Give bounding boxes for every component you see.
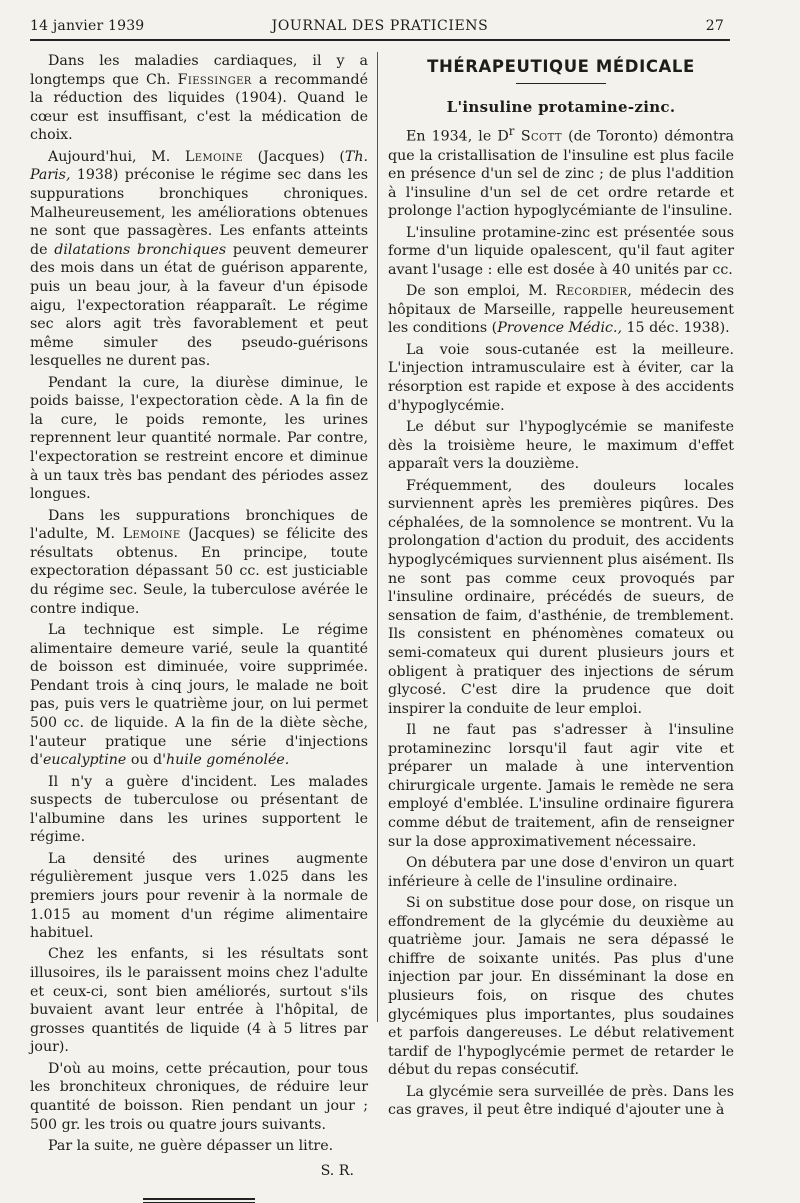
section-title: THÉRAPEUTIQUE MÉDICALE — [427, 57, 695, 76]
end-rule — [143, 1198, 255, 1203]
emphasis: huile goménolée. — [166, 752, 290, 769]
author-name: Lemoine — [122, 526, 181, 543]
citation: Th. Paris, — [30, 148, 368, 184]
author-name: Lemoine — [184, 148, 243, 165]
page-number: 27 — [705, 18, 724, 34]
paragraph: D'où au moins, cette précaution, pour tous les bronchiteux chroniques, de réduire leur quantité de boisson. Rien pendant un jour ; 500 gr. les trois ou quatre jours suivants. — [30, 1060, 368, 1133]
citation: Provence Médic., — [497, 320, 622, 337]
paragraph: Si on substitue dose pour dose, on risque un effondrement de la glycémie du deuxième au quatrième jour. Jamais ne sera dépassé le chiffre de soixante unités. Pas plus d'une injection par jour. En disséminant la dose en plusieurs fois, on risque des chutes glycémiques plus importantes, plus soudaines et parfois dangereuses. Le début relativement tardif de l'hypoglycémie permet de retarder le début du repas consécutif. — [388, 895, 734, 1079]
paragraph: On débutera par une dose d'environ un quart inférieure à celle de l'insuline ordinaire. — [388, 855, 734, 890]
paragraph: La technique est simple. Le régime alimentaire demeure varié, seule la quantité de boisson est diminuée, voire supprimée. Pendant trois à cinq jours, le malade ne boit pas, puis vers le quatrième jour, on lui permet 500 cc. de liquide. A la fin de la diète sèche, l'auteur pratique une série d'injections d'eucalyptine ou d'huile goménolée. — [30, 622, 368, 769]
signature: S. R. — [320, 1162, 354, 1179]
paragraph: Pendant la cure, la diurèse diminue, le poids baisse, l'expectoration cède. A la fin de la cure, le poids remonte, les urines reprennent leur quantité normale. Par contre, l'expectoration se restreint encore et diminue à un taux très bas pendant des périodes assez longues. — [30, 374, 368, 503]
article-title: L'insuline protamine-zinc. — [446, 97, 676, 116]
title-rule — [516, 83, 606, 84]
author-name: Recordier — [555, 283, 628, 300]
paragraph: Chez les enfants, si les résultats sont illusoires, ils le paraissent moins chez l'adulte et ceux-ci, sont bien améliorés, surtout s'ils buvaient avant leur entrée à l'hôpital, de grosses quantités de liquide (4 à 5 litres par jour). — [30, 946, 368, 1056]
paragraph: Par la suite, ne guère dépasser un litre. — [48, 1138, 334, 1155]
paragraph: La voie sous-cutanée est la meilleure. L'injection intramusculaire est à éviter, car la résorption est rapide et expose à des accidents d'hypoglycémie. — [388, 341, 734, 414]
running-header — [30, 16, 730, 38]
paragraph: La glycémie sera surveillée de près. Dans les cas graves, il peut être indiqué d'ajouter une à — [388, 1083, 734, 1119]
emphasis: dilatations bronchiques — [54, 241, 227, 258]
paragraph: Aujourd'hui, M. Lemoine (Jacques) (Th. Paris, 1938) préconise le régime sec dans les suppurations bronchiques chroniques. Malheureusement, les améliorations obtenues ne sont que passagères. Les enfants atteints de dilatations bronchiques peuvent demeurer des mois dans un état de guérison apparente, puis un beau jour, à la faveur d'un épisode aigu, l'expectoration réapparaît. Le régime sec alors agit très favorablement et peut même simuler des pseudo-guérisons lesquelles ne durent pas. — [30, 148, 369, 370]
paragraph: L'insuline protamine-zinc est présentée sous forme d'un liquide opalescent, qu'il faut agiter avant l'usage : elle est dosée à 40 unités par cc. — [388, 224, 734, 278]
paragraph: Il n'y a guère d'incident. Les malades suspects de tuberculose ou présentant de l'albumine dans les urines supportent le régime. — [30, 773, 368, 846]
header-rule — [30, 39, 730, 41]
paragraph: Le début sur l'hypoglycémie se manifeste dès la troisième heure, le maximum d'effet apparaît vers la douzième. — [388, 419, 734, 473]
paragraph: Il ne faut pas s'adresser à l'insuline protaminezinc lorsqu'il faut agir vite et préparer un malade à une intervention chirurgicale urgente. Jamais le remède ne sera employé d'emblée. L'insuline ordinaire figurera comme début de traitement, afin de renseigner sur la dose approximativement nécessaire. — [388, 722, 734, 850]
author-name: Fiessinger — [177, 71, 252, 88]
emphasis: eucalyptine — [42, 752, 127, 769]
author-name: Scott — [514, 128, 562, 145]
issue-date: 14 janvier 1939 — [30, 18, 145, 34]
paragraph: La densité des urines augmente régulièrement jusque vers 1.025 dans les premiers jours pour revenir à la normale de 1.015 au moment d'un régime alimentaire habituel. — [30, 850, 368, 942]
left-column — [30, 52, 368, 1203]
paragraph: Dans les suppurations bronchiques de l'adulte, M. Lemoine (Jacques) se félicite des résultats obtenus. En principe, toute expectoration dépassant 50 cc. est justiciable du régime sec. Seule, la tuberculose avérée le contre indique. — [30, 507, 368, 617]
right-column — [388, 58, 734, 1123]
journal-title: JOURNAL DES PRATICIENS — [271, 18, 489, 34]
paragraph: De son emploi, M. Recordier, médecin des hôpitaux de Marseille, rappelle heureusement les conditions (Provence Médic., 15 déc. 1938). — [388, 283, 734, 337]
paragraph: Dans les maladies cardiaques, il y a longtemps que Ch. Fiessinger a recommandé la réduction des liquides (1904). Quand le cœur est insuffisant, c'est la médication de choix. — [30, 53, 369, 144]
paragraph: En 1934, le $D^r$ Scott (de Toronto) démontra que la cristallisation de l'insuline est plus facile en présence d'un sel de zinc ; de plus l'addition à l'insuline d'un sel de cet ordre retarde et prolonge l'action hypoglycémiante de l'insuline. — [388, 124, 734, 220]
paragraph: Fréquemment, des douleurs locales surviennent après les premières piqûres. Des céphalées, de la somnolence se montrent. Vu la prolongation d'action du produit, des accidents hypoglycémiques surviennent plus aisément. Ils ne sont pas comme ceux provoqués par l'insuline ordinaire, précédés de sueurs, de sensation de faim, d'asthénie, de tremblement. Ils consistent en phénomènes comateux ou semi-comateux qui durent plusieurs jours et obligent à pratiquer des injections de sérum glycosé. C'est dire la prudence que doit inspirer la conduite de leur emploi. — [388, 477, 734, 717]
column-divider — [377, 52, 378, 1022]
